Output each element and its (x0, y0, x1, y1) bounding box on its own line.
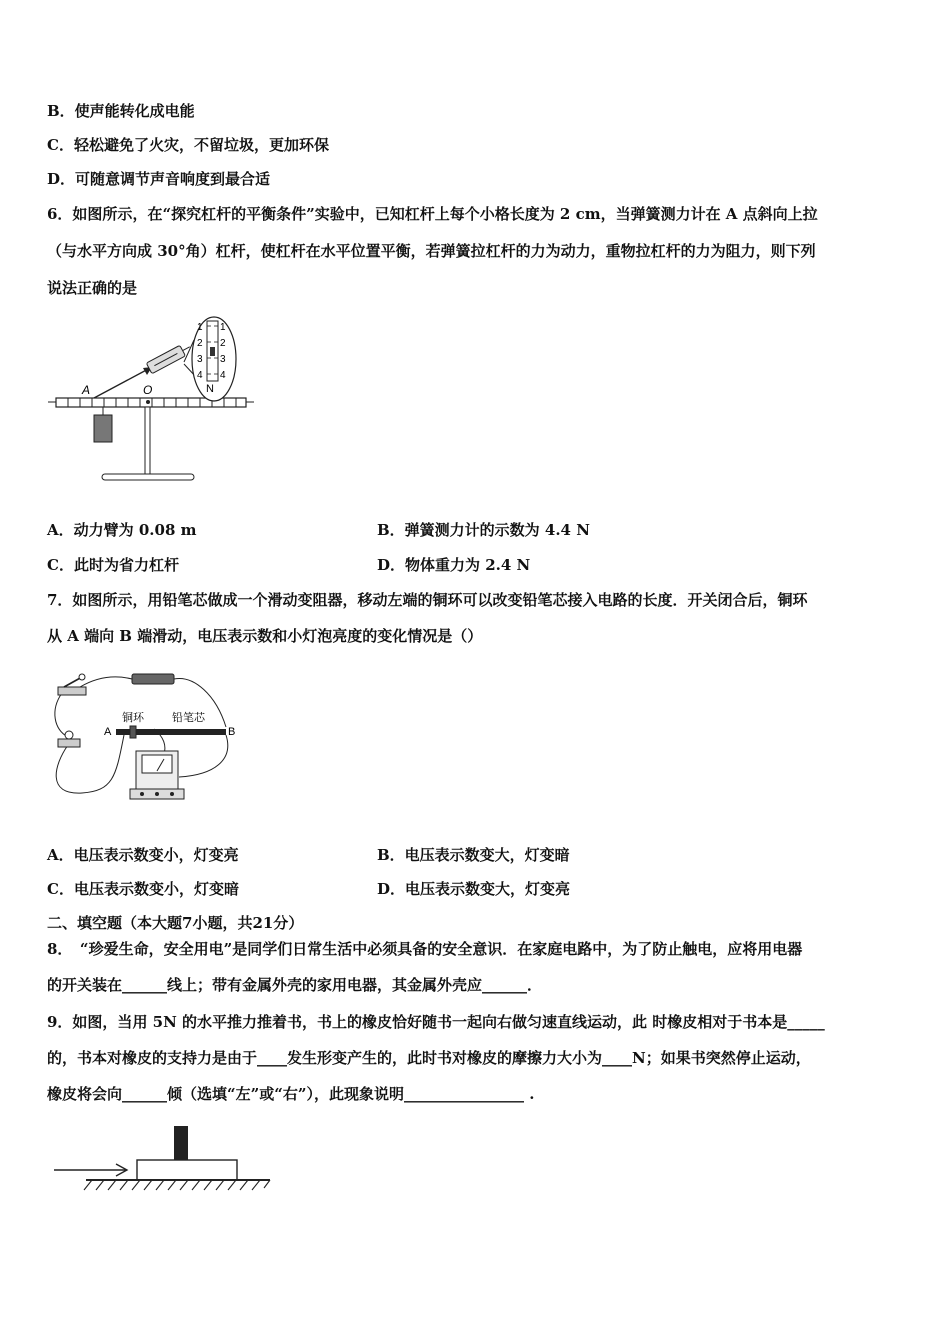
scale-right-2: 2 (220, 338, 226, 349)
q8-text-line1: 8． “珍爱生命，安全用电”是同学们日常生活中必须具备的安全意识．在家庭电路中，为了防止触电，应将用电器 (47, 940, 803, 958)
stand-base (102, 474, 194, 480)
q7-option-d: D．电压表示数变大，灯变亮 (377, 880, 571, 898)
battery (132, 674, 174, 684)
q6-option-b: B．弹簧测力计的示数为 4.4 N (377, 521, 590, 539)
q7-option-c: C．电压表示数变小，灯变暗 (47, 880, 239, 898)
scale-right-4: 4 (220, 370, 226, 381)
q9-text-line3: 橡皮将会向______倾（选填“左”或“右”），此现象说明________________ . (47, 1085, 535, 1103)
q6-option-c: C．此时为省力杠杆 (47, 556, 179, 574)
q7-option-b: B．电压表示数变大，灯变暗 (377, 846, 570, 864)
q6-text-line2: （与水平方向成 30°角）杠杆，使杠杆在水平位置平衡，若弹簧拉杠杆的力为动力，重物拉杠杆的力为阻力，则下列 (47, 242, 816, 260)
prev-option-c: C．轻松避免了火灾，不留垃圾，更加环保 (47, 136, 329, 154)
scale-left-4: 4 (197, 370, 203, 381)
bulb-holder (58, 739, 80, 747)
label-b: B (228, 726, 236, 738)
prev-option-d: D．可随意调节声音响度到最合适 (47, 170, 271, 188)
label-a: A (82, 383, 91, 397)
copper-ring (130, 726, 136, 738)
book-eraser-figure (50, 1122, 275, 1202)
q7-option-a: A．电压表示数变小，灯变亮 (47, 846, 239, 864)
stand-pole (145, 407, 150, 475)
scale-unit: N (206, 383, 214, 395)
q8-text-line2: 的开关装在______线上；带有金属外壳的家用电器，其金属外壳应______． (47, 976, 543, 994)
lever-figure (44, 312, 256, 482)
q7-text-line2: 从 A 端向 B 端滑动，电压表示数和小灯泡亮度的变化情况是（） (47, 627, 483, 645)
q6-text-line3: 说法正确的是 (47, 279, 138, 297)
q6-text-line1: 6．如图所示，在“探究杠杆的平衡条件”实验中，已知杠杆上每个小格长度为 2 cm，当弹簧测力计在 A 点斜向上拉 (47, 205, 818, 223)
q7-text-line1: 7．如图所示，用铅笔芯做成一个滑动变阻器，移动左端的铜环可以改变铅笔芯接入电路的长度．开关闭合后，铜环 (47, 591, 808, 609)
q6-option-d: D．物体重力为 2.4 N (377, 556, 531, 574)
scale-right-3: 3 (220, 354, 226, 365)
label-o: O (143, 383, 153, 397)
label-ring: 铜环 (122, 712, 144, 724)
circuit-figure (44, 665, 249, 815)
q9-text-line2: 的，书本对橡皮的支持力是由于____发生形变产生的，此时书对橡皮的摩擦力大小为____N；如果书突然停止运动， (47, 1049, 811, 1067)
scale-right-1: 1 (220, 322, 226, 333)
scale-left-1: 1 (197, 322, 203, 333)
q6-option-a: A．动力臂为 0.08 m (47, 521, 197, 539)
hanging-weight (94, 415, 112, 442)
q9-text-line1: 9．如图，当用 5N 的水平推力推着书，书上的橡皮恰好随书一起向右做匀速直线运动，此 时橡皮相对于书本是_____ (47, 1013, 825, 1031)
eraser (174, 1126, 188, 1160)
scale-left-2: 2 (197, 338, 203, 349)
label-a: A (104, 726, 112, 738)
switch (58, 687, 86, 695)
section2-title: 二、填空题（本大题7小题，共21分） (47, 914, 304, 932)
book (137, 1160, 237, 1180)
prev-option-b: B．使声能转化成电能 (47, 102, 195, 120)
scale-left-3: 3 (197, 354, 203, 365)
bulb (65, 731, 73, 739)
label-core: 铅笔芯 (172, 712, 205, 724)
